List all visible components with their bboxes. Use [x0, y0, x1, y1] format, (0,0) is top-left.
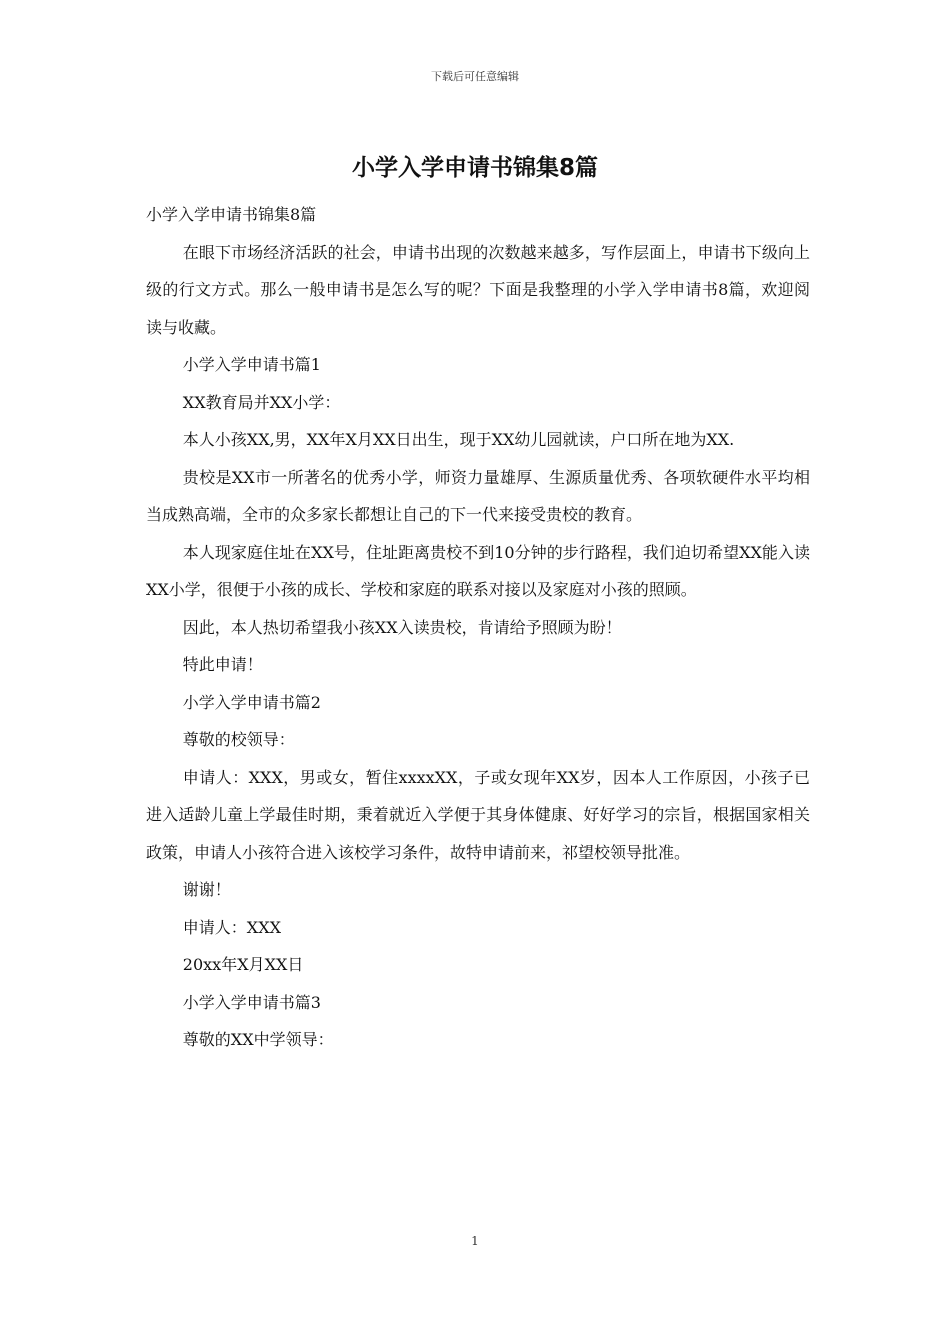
body-paragraph: 因此，本人热切希望我小孩XX入读贵校，肯请给予照顾为盼！	[182, 617, 622, 637]
section-heading-3: 小学入学申请书篇3	[182, 992, 321, 1012]
section-heading-2: 小学入学申请书篇2	[182, 692, 321, 712]
signature-line: 申请人：XXX	[182, 917, 281, 937]
date-line: 20xx年X月XX日	[182, 955, 304, 974]
document-title: 小学入学申请书锦集8篇	[351, 155, 598, 181]
closing-paragraph: 特此申请！	[182, 655, 263, 674]
body-paragraph: 申请人：XXX，男或女，暂住xxxxXX，子或女现年XX岁，因本人工作原因，小孩子已进入适龄儿童上学最佳时期，秉着就近入学便于其身体健康、好好学习的宗旨，根据国家相关政策，申请人小孩符合进入该校学习条件，故特申请前来，祁望校领导批准。	[146, 767, 810, 862]
intro-paragraph: 在眼下市场经济活跃的社会，申请书出现的次数越来越多，写作层面上，申请书下级向上级的行文方式。那么一般申请书是怎么写的呢？下面是我整理的小学入学申请书8篇，欢迎阅读与收藏。	[146, 242, 810, 337]
salutation-paragraph: XX教育局并XX小学：	[182, 392, 341, 412]
body-paragraph: 本人小孩XX,男，XX年X月XX日出生，现于XX幼儿园就读，户口所在地为XX.	[182, 430, 735, 449]
body-paragraph: 本人现家庭住址在XX号，住址距离贵校不到10分钟的步行路程，我们迫切希望XX能入读XX小学，很便于小孩的成长、学校和家庭的联系对接以及家庭对小孩的照顾。	[146, 542, 810, 599]
body-paragraph: 贵校是XX市一所著名的优秀小学，师资力量雄厚、生源质量优秀、各项软硬件水平均相当成熟高端，全市的众多家长都想让自己的下一代来接受贵校的教育。	[146, 467, 810, 524]
salutation-paragraph: 尊敬的XX中学领导：	[182, 1030, 334, 1049]
salutation-paragraph: 尊敬的校领导：	[182, 730, 295, 749]
subtitle-paragraph: 小学入学申请书锦集8篇	[146, 205, 317, 224]
header-note: 下载后可任意编辑	[431, 70, 519, 83]
document-body	[146, 196, 810, 1059]
closing-paragraph: 谢谢！	[182, 880, 231, 899]
section-heading-1: 小学入学申请书篇1	[182, 355, 321, 374]
page-number: 1	[471, 1234, 479, 1248]
